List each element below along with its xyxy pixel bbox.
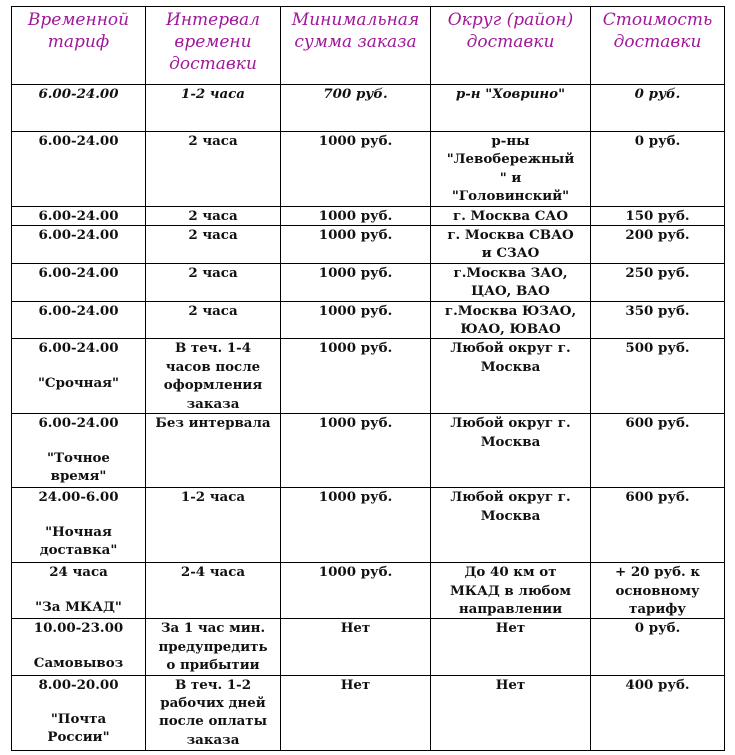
cell-text-line: 6.00-24.00 bbox=[38, 227, 119, 244]
cell-text-line: Москва bbox=[480, 358, 541, 375]
interval-cell bbox=[146, 619, 281, 675]
cell-text-line: Минимальная bbox=[291, 10, 420, 30]
cell-text-line: Временной bbox=[27, 10, 130, 30]
line-spacer bbox=[16, 582, 141, 598]
cell-text-line: г.Москва ЗАО, bbox=[453, 264, 568, 281]
interval-cell bbox=[146, 85, 281, 132]
district-cell bbox=[431, 206, 591, 225]
cost-cell bbox=[591, 301, 725, 339]
cell-text-line: 1-2 часа bbox=[181, 86, 245, 102]
cell-text-line: 500 руб. bbox=[625, 340, 690, 357]
tariff-cell bbox=[12, 132, 146, 207]
cell-text-line: Стоимость bbox=[602, 10, 713, 30]
cell-text-line: "Левобережный bbox=[446, 151, 575, 168]
cell-text-line: доставки bbox=[169, 54, 257, 74]
cell-text-line: 2 часа bbox=[188, 207, 238, 224]
cost-cell bbox=[591, 414, 725, 488]
cell-text-line: доставка" bbox=[39, 541, 118, 558]
cell-text-line: 6.00-24.00 bbox=[38, 207, 119, 224]
interval-cell bbox=[146, 414, 281, 488]
tariff-cell bbox=[12, 263, 146, 301]
cell-text-line: г. Москва САО bbox=[453, 207, 568, 224]
cost-cell bbox=[591, 339, 725, 414]
tariff-cell bbox=[12, 414, 146, 488]
min-order-cell bbox=[281, 263, 431, 301]
header-interval bbox=[146, 7, 281, 85]
min-order-cell bbox=[281, 563, 431, 619]
cell-text-line: Нет bbox=[495, 620, 526, 637]
line-spacer bbox=[16, 358, 141, 374]
cell-text-line: 600 руб. bbox=[625, 415, 690, 432]
interval-cell bbox=[146, 206, 281, 225]
cell-text-line: " и bbox=[499, 169, 522, 186]
cell-text-line: Нет bbox=[340, 676, 371, 693]
tariff-cell bbox=[12, 619, 146, 675]
cell-text-line: 700 руб. bbox=[323, 86, 388, 102]
cost-cell bbox=[591, 619, 725, 675]
cell-text-line: 8.00-20.00 bbox=[38, 676, 119, 693]
table-row bbox=[12, 206, 725, 225]
cell-text-line: 2 часа bbox=[188, 302, 238, 319]
cell-text-line: 1000 руб. bbox=[318, 227, 393, 244]
cost-cell bbox=[591, 85, 725, 132]
cell-text-line: Любой округ г. bbox=[450, 340, 571, 357]
cost-cell bbox=[591, 488, 725, 563]
cell-text-line: За 1 час мин. bbox=[160, 620, 266, 637]
cell-text-line: 24.00-6.00 bbox=[38, 489, 119, 506]
cell-text-line: р-н "Ховрино" bbox=[455, 86, 566, 102]
cell-text-line: доставки bbox=[613, 32, 702, 52]
cell-text-line: время" bbox=[50, 467, 107, 484]
header-district bbox=[431, 7, 591, 85]
min-order-cell bbox=[281, 85, 431, 132]
table-row bbox=[12, 488, 725, 563]
tariff-cell bbox=[12, 206, 146, 225]
cell-text-line: 200 руб. bbox=[625, 227, 690, 244]
tariff-cell bbox=[12, 675, 146, 750]
min-order-cell bbox=[281, 301, 431, 339]
table-row bbox=[12, 339, 725, 414]
cell-text-line: ЦАО, ВАО bbox=[471, 283, 550, 300]
interval-cell bbox=[146, 563, 281, 619]
cell-text-line: заказа bbox=[186, 395, 240, 412]
district-cell bbox=[431, 263, 591, 301]
table-row bbox=[12, 675, 725, 750]
district-cell bbox=[431, 488, 591, 563]
cell-text-line: "Срочная" bbox=[37, 374, 120, 391]
interval-cell bbox=[146, 488, 281, 563]
cell-text-line: 0 руб. bbox=[634, 86, 681, 102]
cell-text-line: 1000 руб. bbox=[318, 489, 393, 506]
cell-text-line: Самовывоз bbox=[33, 654, 124, 671]
min-order-cell bbox=[281, 619, 431, 675]
district-cell bbox=[431, 132, 591, 207]
cell-text-line: 0 руб. bbox=[634, 133, 681, 149]
cell-text-line: "За МКАД" bbox=[35, 598, 122, 615]
cell-text-line: сумма заказа bbox=[294, 32, 417, 52]
cell-text-line: тарифу bbox=[629, 600, 686, 617]
min-order-cell bbox=[281, 206, 431, 225]
cell-text-line: 2 часа bbox=[188, 264, 238, 281]
cell-text-line: В теч. 1-2 bbox=[174, 676, 252, 693]
cell-text-line: "Ночная bbox=[45, 523, 112, 540]
min-order-cell bbox=[281, 132, 431, 207]
delivery-tariffs-container bbox=[11, 6, 725, 751]
min-order-cell bbox=[281, 675, 431, 750]
cell-text-line: Без интервала bbox=[155, 415, 271, 432]
cell-text-line: "Почта bbox=[50, 710, 107, 727]
interval-cell bbox=[146, 675, 281, 750]
cell-text-line: ЮАО, ЮВАО bbox=[460, 321, 561, 338]
cell-text-line: основному bbox=[615, 582, 700, 599]
cost-cell bbox=[591, 263, 725, 301]
cell-text-line: 350 руб. bbox=[625, 302, 690, 319]
cell-text-line: рабочих дней bbox=[160, 694, 266, 711]
line-spacer bbox=[16, 433, 141, 449]
line-spacer bbox=[16, 507, 141, 523]
line-spacer bbox=[16, 638, 141, 654]
cell-text-line: Москва bbox=[480, 433, 541, 450]
cell-text-line: "Точное bbox=[47, 449, 110, 466]
cost-cell bbox=[591, 675, 725, 750]
cell-text-line: 1000 руб. bbox=[318, 564, 393, 581]
cell-text-line: и СЗАО bbox=[481, 245, 540, 262]
interval-cell bbox=[146, 301, 281, 339]
interval-cell bbox=[146, 263, 281, 301]
district-cell bbox=[431, 301, 591, 339]
cost-cell bbox=[591, 563, 725, 619]
cell-text-line: 600 руб. bbox=[625, 489, 690, 506]
cell-text-line: Любой округ г. bbox=[450, 415, 571, 432]
cell-text-line: предупредить bbox=[158, 638, 268, 655]
cell-text-line: Любой округ г. bbox=[450, 489, 571, 506]
cell-text-line: 1000 руб. bbox=[318, 207, 393, 224]
cell-text-line: 2 часа bbox=[188, 227, 238, 244]
district-cell bbox=[431, 619, 591, 675]
cost-cell bbox=[591, 226, 725, 264]
header-min-order bbox=[281, 7, 431, 85]
cell-text-line: направлении bbox=[458, 600, 563, 617]
table-row bbox=[12, 85, 725, 132]
cell-text-line: г.Москва ЮЗАО, bbox=[444, 302, 577, 319]
delivery-tariffs-table bbox=[11, 6, 725, 751]
tariff-cell bbox=[12, 488, 146, 563]
header-cost bbox=[591, 7, 725, 85]
cell-text-line: часов после bbox=[165, 358, 261, 375]
table-row bbox=[12, 263, 725, 301]
cell-text-line: 6.00-24.00 bbox=[38, 302, 119, 319]
table-row bbox=[12, 619, 725, 675]
cell-text-line: 150 руб. bbox=[625, 207, 690, 224]
cell-text-line: г. Москва СВАО bbox=[447, 227, 574, 244]
table-header-row bbox=[12, 7, 725, 85]
cell-text-line: 6.00-24.00 bbox=[38, 86, 119, 102]
cell-text-line: 1000 руб. bbox=[318, 415, 393, 432]
district-cell bbox=[431, 85, 591, 132]
tariff-cell bbox=[12, 563, 146, 619]
cell-text-line: 1000 руб. bbox=[318, 133, 393, 149]
interval-cell bbox=[146, 339, 281, 414]
cell-text-line: России" bbox=[47, 729, 110, 746]
district-cell bbox=[431, 414, 591, 488]
line-spacer bbox=[16, 694, 141, 710]
min-order-cell bbox=[281, 488, 431, 563]
cell-text-line: заказа bbox=[186, 731, 240, 748]
cell-text-line: Интервал bbox=[166, 10, 260, 30]
district-cell bbox=[431, 339, 591, 414]
interval-cell bbox=[146, 132, 281, 207]
cell-text-line: 2 часа bbox=[188, 133, 238, 149]
min-order-cell bbox=[281, 226, 431, 264]
cell-text-line: 6.00-24.00 bbox=[38, 133, 119, 149]
cell-text-line: 6.00-24.00 bbox=[38, 340, 119, 357]
cell-text-line: о прибытии bbox=[166, 657, 260, 674]
table-row bbox=[12, 301, 725, 339]
cell-text-line: 1000 руб. bbox=[318, 264, 393, 281]
cell-text-line: после оплаты bbox=[158, 713, 268, 730]
min-order-cell bbox=[281, 339, 431, 414]
tariff-cell bbox=[12, 301, 146, 339]
cell-text-line: 10.00-23.00 bbox=[33, 620, 124, 637]
cell-text-line: Нет bbox=[340, 620, 371, 637]
cell-text-line: тариф bbox=[47, 32, 110, 52]
table-row bbox=[12, 226, 725, 264]
district-cell bbox=[431, 563, 591, 619]
cell-text-line: До 40 км от bbox=[464, 564, 557, 581]
cell-text-line: 250 руб. bbox=[625, 264, 690, 281]
cell-text-line: доставки bbox=[466, 32, 555, 52]
district-cell bbox=[431, 226, 591, 264]
tariff-cell bbox=[12, 226, 146, 264]
cell-text-line: В теч. 1-4 bbox=[174, 340, 252, 357]
cell-text-line: времени bbox=[174, 32, 252, 52]
cell-text-line: "Головинский" bbox=[451, 188, 570, 205]
cost-cell bbox=[591, 132, 725, 207]
min-order-cell bbox=[281, 414, 431, 488]
tariff-cell bbox=[12, 339, 146, 414]
cell-text-line: Округ (район) bbox=[447, 10, 574, 30]
cell-text-line: 1000 руб. bbox=[318, 340, 393, 357]
cell-text-line: МКАД в любом bbox=[449, 582, 572, 599]
cell-text-line: 400 руб. bbox=[625, 676, 690, 693]
cell-text-line: оформления bbox=[163, 377, 263, 394]
tariff-cell bbox=[12, 85, 146, 132]
district-cell bbox=[431, 675, 591, 750]
table-row bbox=[12, 132, 725, 207]
cell-text-line: + 20 руб. к bbox=[614, 564, 701, 581]
cell-text-line: 6.00-24.00 bbox=[38, 415, 119, 432]
cost-cell bbox=[591, 206, 725, 225]
cell-text-line: Москва bbox=[480, 507, 541, 524]
cell-text-line: 1-2 часа bbox=[180, 489, 246, 506]
cell-text-line: 0 руб. bbox=[634, 620, 681, 637]
table-row bbox=[12, 414, 725, 488]
cell-text-line: Нет bbox=[495, 676, 526, 693]
cell-text-line: 2-4 часа bbox=[180, 564, 246, 581]
cell-text-line: 1000 руб. bbox=[318, 302, 393, 319]
cell-text-line: р-ны bbox=[491, 133, 530, 149]
table-row bbox=[12, 563, 725, 619]
cell-text-line: 24 часа bbox=[49, 564, 108, 581]
interval-cell bbox=[146, 226, 281, 264]
header-tariff bbox=[12, 7, 146, 85]
cell-text-line: 6.00-24.00 bbox=[38, 264, 119, 281]
